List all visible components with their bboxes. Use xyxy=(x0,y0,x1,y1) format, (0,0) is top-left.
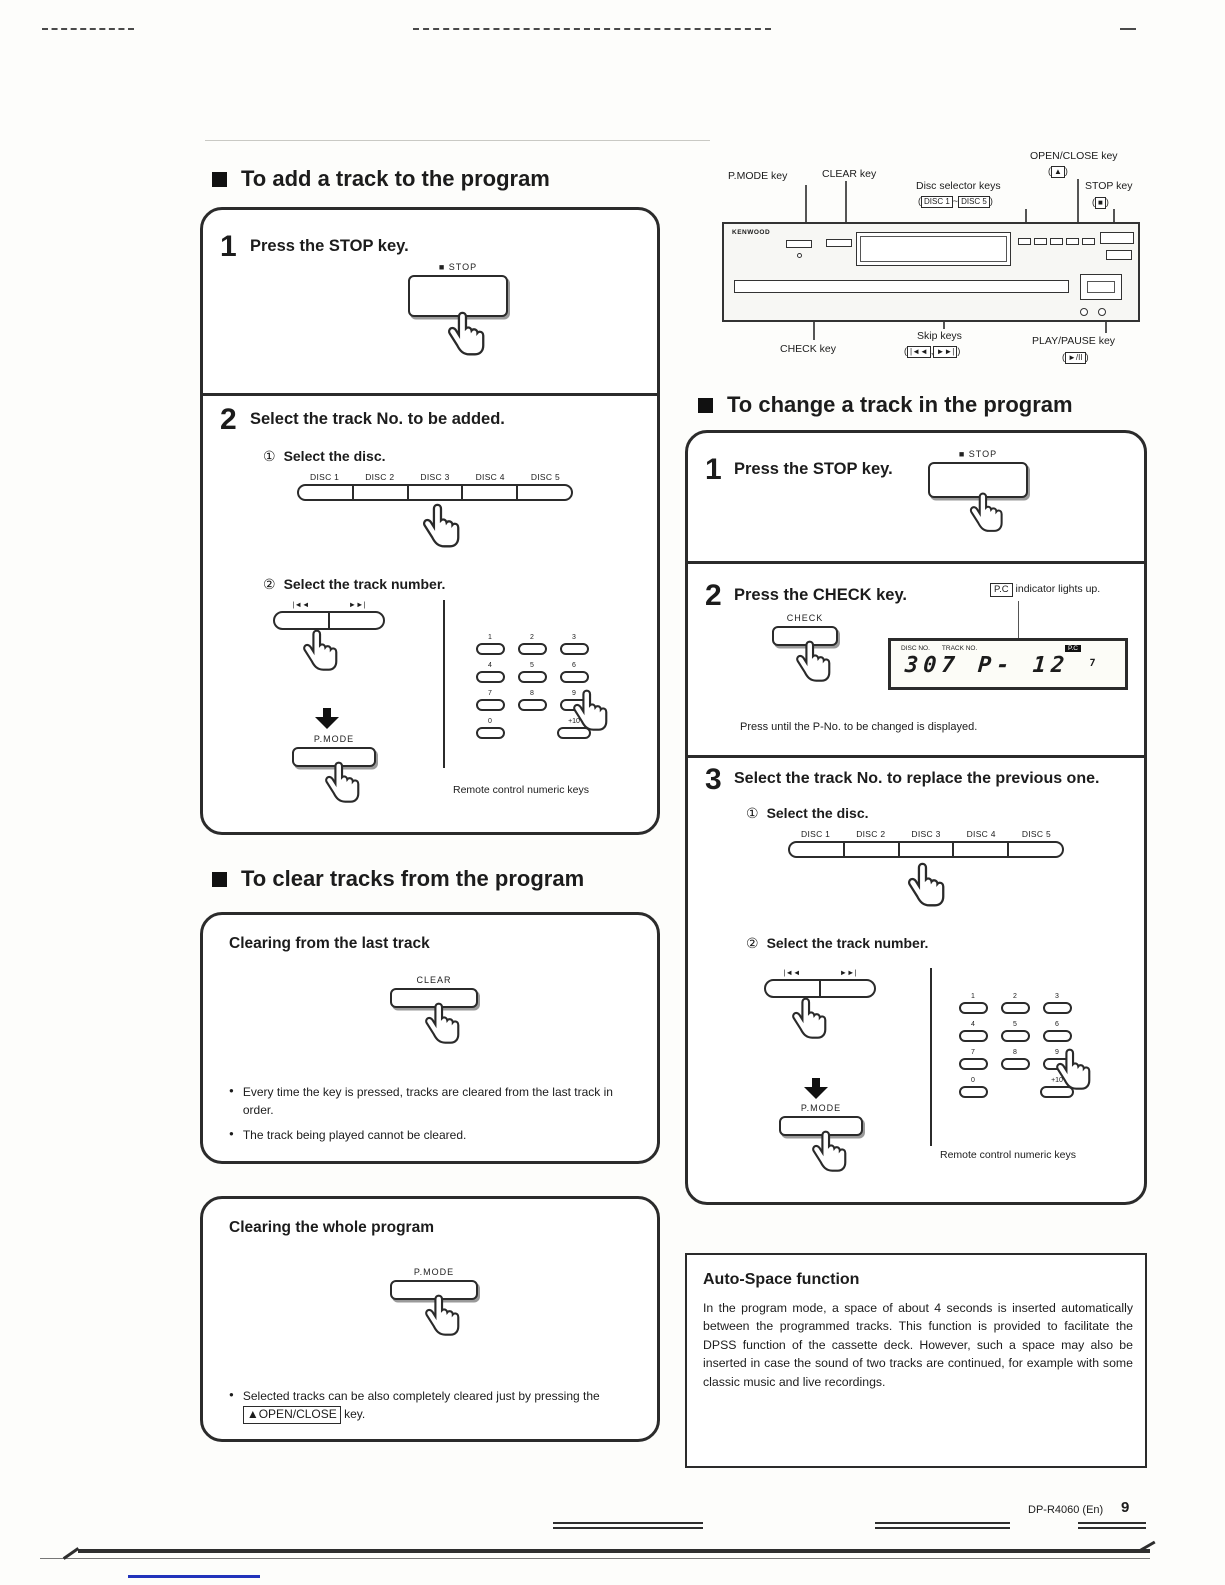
disc-label: DISC 1 xyxy=(310,472,340,482)
disc-label: DISC 4 xyxy=(475,472,505,482)
substep-text: Select the disc. xyxy=(766,805,869,821)
panel-pmode-key xyxy=(786,240,812,248)
stop-key-label: ■ STOP xyxy=(958,449,998,459)
step-number: 3 xyxy=(705,763,722,796)
numeric-keys-caption: Remote control numeric keys xyxy=(453,784,589,796)
skip-back-key xyxy=(766,981,821,996)
bullet-text: Selected tracks can be also completely cleared just by pressing the ▲OPEN/CLOSE key. xyxy=(243,1387,643,1424)
disc-key xyxy=(900,843,955,856)
play-pause-callout: PLAY/PAUSE key xyxy=(1032,335,1116,347)
numeric-key-0: 0 xyxy=(952,1077,994,1098)
display-inner-frame xyxy=(860,236,1007,262)
fold-mark xyxy=(413,28,771,30)
bottom-rule xyxy=(875,1527,1010,1529)
disc-selector-bar xyxy=(297,484,573,501)
auto-space-title: Auto-Space function xyxy=(703,1271,860,1288)
bullet-item xyxy=(229,1083,639,1119)
panel-open-close-key xyxy=(1100,232,1134,244)
numeric-key-3: 3 xyxy=(553,634,595,655)
disc-label: DISC 5 xyxy=(530,472,561,482)
bottom-rule xyxy=(553,1527,703,1529)
auto-space-body: In the program mode, a space of about 4 seconds is inserted automatically between the programmed tracks. This function is provided to facilitate the DPSS function of the cassette deck. However, such a space may also be inserted in case the sound of two tracks are continued, for example with some classic music and live recordings. xyxy=(703,1301,1133,1389)
pointing-hand-icon xyxy=(571,688,611,735)
numeric-key-5: 5 xyxy=(511,662,553,683)
panel-stop-key xyxy=(1106,250,1132,260)
substep-select-track xyxy=(263,576,445,593)
check-key-callout: CHECK key xyxy=(780,343,837,355)
step-number: 1 xyxy=(220,230,237,263)
step-number: 2 xyxy=(705,579,722,612)
disc-label: DISC 2 xyxy=(856,829,886,839)
pointing-hand-icon xyxy=(794,639,834,686)
numeric-key-plus10: +10 xyxy=(553,718,595,739)
panel-indicator-dot xyxy=(797,253,802,258)
pmode-key-label: P.MODE xyxy=(313,734,355,744)
skip-forward-symbol: ►►| xyxy=(348,600,366,609)
numeric-key-9: 9 xyxy=(1036,1049,1078,1070)
substep-text: Select the track number. xyxy=(766,935,929,951)
disc-key xyxy=(1009,843,1062,856)
disc-key xyxy=(409,486,464,499)
pmode-key-illustration xyxy=(778,1103,864,1181)
skip-key-symbols xyxy=(764,968,876,977)
pointing-hand-icon xyxy=(968,491,1006,536)
step-number: 2 xyxy=(220,403,237,436)
numeric-key-1: 1 xyxy=(952,993,994,1014)
section-heading-add xyxy=(212,166,550,192)
numeric-key-3: 3 xyxy=(1036,993,1078,1014)
skip-back-symbol: |◄◄ xyxy=(292,600,310,609)
open-close-keycap: ▲OPEN/CLOSE xyxy=(243,1406,341,1424)
skip-keys-illustration xyxy=(273,600,385,630)
bullet-list xyxy=(229,1387,643,1431)
open-close-callout: OPEN/CLOSE key xyxy=(1030,150,1118,162)
numeric-key-7: 7 xyxy=(469,690,511,711)
panel-knob xyxy=(1080,308,1088,316)
step-divider xyxy=(688,755,1144,758)
bullet-icon: ● xyxy=(229,1390,234,1399)
fold-mark xyxy=(42,28,134,30)
panel-disc-tray xyxy=(734,280,1069,293)
clear-whole-program-box xyxy=(200,1196,660,1442)
skip-back-icon: |◄◄ xyxy=(907,346,931,358)
skip-keys-symbols: ( |◄◄ , ►►| ) xyxy=(904,346,960,358)
numeric-key-0: 0 xyxy=(469,718,511,739)
substep-number: ① xyxy=(746,805,759,821)
skip-forward-symbol: ►►| xyxy=(839,968,857,977)
panel-disc-key xyxy=(1082,238,1095,245)
footer-model: DP-R4060 (En) xyxy=(1028,1504,1104,1516)
section-heading-clear xyxy=(212,866,584,892)
pc-indicator-keycap: P.C xyxy=(990,583,1013,597)
disc-selector-illustration xyxy=(788,829,1064,858)
disc-key xyxy=(299,486,354,499)
pmode-key-label: P.MODE xyxy=(800,1103,842,1113)
step-number: 1 xyxy=(705,453,722,486)
disc-label: DISC 3 xyxy=(420,472,450,482)
skip-back-key xyxy=(275,613,330,628)
section-heading-change xyxy=(698,392,1073,418)
pmode-key-callout: P.MODE key xyxy=(728,170,788,182)
open-close-symbol: ( ▲ ) xyxy=(1048,166,1068,178)
black-square-icon xyxy=(212,172,227,187)
disc-selector-callout: Disc selector keys xyxy=(916,180,1001,192)
numeric-key-2: 2 xyxy=(994,993,1036,1014)
disc-label: DISC 4 xyxy=(966,829,996,839)
disc-label: DISC 2 xyxy=(365,472,395,482)
disc-labels xyxy=(297,472,573,482)
display-disc-no-label: DISC NO. xyxy=(901,645,930,652)
panel-play-pause-key xyxy=(1080,274,1122,300)
numeric-key-8: 8 xyxy=(994,1049,1036,1070)
skip-forward-icon: ►►| xyxy=(933,346,957,358)
pointing-hand-icon xyxy=(1054,1047,1094,1094)
disc-key xyxy=(463,486,518,499)
leader-line xyxy=(943,322,945,329)
pointing-hand-icon xyxy=(423,1293,463,1340)
box-title: Clearing from the last track xyxy=(229,935,430,952)
numeric-key-4: 4 xyxy=(469,662,511,683)
panel-display-window xyxy=(856,232,1011,266)
skip-keys-illustration xyxy=(764,968,876,998)
pointing-hand-icon xyxy=(446,310,488,360)
panel-disc-key xyxy=(1066,238,1079,245)
box-title: Clearing the whole program xyxy=(229,1219,434,1236)
bullet-item xyxy=(229,1387,643,1424)
substep-number: ② xyxy=(746,935,759,951)
clear-key-callout: CLEAR key xyxy=(822,168,877,180)
numeric-keys-caption: Remote control numeric keys xyxy=(940,1149,1076,1161)
disc-labels xyxy=(788,829,1064,839)
scan-rule xyxy=(205,140,710,141)
step-text: Press the CHECK key. xyxy=(734,586,908,604)
pmode-key-illustration xyxy=(389,1267,479,1345)
clear-key-illustration xyxy=(389,975,479,1053)
stop-key-illustration xyxy=(403,262,513,365)
play-pause-icon: ►/II xyxy=(1065,352,1086,364)
check-key-illustration xyxy=(770,613,840,691)
disc-selector-illustration xyxy=(297,472,573,501)
down-arrow-icon xyxy=(804,1078,828,1099)
scan-blue-mark xyxy=(128,1575,260,1578)
leader-line xyxy=(1018,601,1019,639)
disc-key xyxy=(954,843,1009,856)
stop-key-illustration xyxy=(923,449,1033,541)
display-track-no-label: TRACK NO. xyxy=(941,645,978,652)
change-track-box xyxy=(685,430,1147,1205)
bullet-icon: ● xyxy=(229,1086,234,1095)
section-heading-clear-text: To clear tracks from the program xyxy=(241,866,585,891)
stop-key-label: ■ STOP xyxy=(438,262,478,272)
disc1-keycap: DISC 1 xyxy=(921,196,953,208)
bullet-icon: ● xyxy=(229,1129,234,1138)
skip-forward-key xyxy=(821,981,874,996)
clear-key-label: CLEAR xyxy=(416,975,452,985)
step-text: Select the track No. to replace the previous one. xyxy=(734,770,1100,787)
disc-label: DISC 1 xyxy=(801,829,831,839)
display-illustration xyxy=(888,638,1128,690)
disc-label: DISC 5 xyxy=(1021,829,1052,839)
black-square-icon xyxy=(212,872,227,887)
numeric-key-5: 5 xyxy=(994,1021,1036,1042)
down-arrow-icon xyxy=(315,708,339,729)
open-close-icon: ▲ xyxy=(1051,166,1065,178)
stop-key-callout: STOP key xyxy=(1085,180,1133,192)
bullet-item xyxy=(229,1126,639,1144)
add-track-box xyxy=(200,207,660,835)
panel-disc-key xyxy=(1050,238,1063,245)
play-key-inner xyxy=(1087,281,1115,293)
bottom-rule xyxy=(553,1522,703,1524)
page-bottom-rule xyxy=(78,1549,1150,1553)
bullet-text: The track being played cannot be cleared. xyxy=(242,1128,467,1142)
step-text: Select the track No. to be added. xyxy=(250,410,505,428)
play-pause-symbol: ( ►/II ) xyxy=(1062,352,1089,364)
leader-line xyxy=(1105,322,1107,333)
disc-label: DISC 3 xyxy=(911,829,941,839)
leader-line xyxy=(813,322,815,340)
disc-key xyxy=(518,486,571,499)
pc-indicator-note: P.C indicator lights up. xyxy=(990,583,1100,597)
brand-logo: KENWOOD xyxy=(732,229,771,236)
numeric-key-plus10: +10 xyxy=(1036,1077,1078,1098)
footer-page-number: 9 xyxy=(1121,1499,1130,1516)
disc-selector-bar xyxy=(788,841,1064,858)
pointing-hand-icon xyxy=(421,502,463,552)
substep-select-disc xyxy=(263,448,386,465)
auto-space-box xyxy=(685,1253,1147,1468)
numeric-key-4: 4 xyxy=(952,1021,994,1042)
device-diagram xyxy=(715,145,1155,380)
numeric-key-2: 2 xyxy=(511,634,553,655)
stop-symbol: ( ■ ) xyxy=(1092,197,1109,209)
section-heading-change-text: To change a track in the program xyxy=(727,392,1073,417)
skip-keys-callout: Skip keys xyxy=(917,330,962,342)
disc-key xyxy=(845,843,900,856)
step-divider xyxy=(688,561,1144,564)
bottom-rule xyxy=(1078,1527,1146,1529)
panel-disc-key xyxy=(1034,238,1047,245)
panel-knob xyxy=(1098,308,1106,316)
substep-select-disc xyxy=(746,805,869,822)
step-text: Press the STOP key. xyxy=(734,460,893,478)
substep-text: Select the disc. xyxy=(283,448,386,464)
check-key-label: CHECK xyxy=(786,613,824,623)
substep-number: ② xyxy=(263,576,276,592)
pmode-key-label: P.MODE xyxy=(413,1267,455,1277)
bottom-rule xyxy=(875,1522,1010,1524)
disc5-keycap: DISC 5 xyxy=(958,196,990,208)
numeric-key-7: 7 xyxy=(952,1049,994,1070)
pointing-hand-icon xyxy=(810,1129,850,1176)
skip-forward-key xyxy=(330,613,383,628)
numeric-key-1: 1 xyxy=(469,634,511,655)
black-square-icon xyxy=(698,398,713,413)
bullet-text: Every time the key is pressed, tracks are cleared from the last track in order. xyxy=(242,1085,613,1117)
substep-select-track xyxy=(746,935,928,952)
section-heading-add-text: To add a track to the program xyxy=(241,166,550,191)
cd-player-front-panel xyxy=(722,222,1140,322)
numeric-key-6: 6 xyxy=(1036,1021,1078,1042)
pointing-hand-icon xyxy=(423,1001,463,1048)
step-divider xyxy=(203,393,657,396)
disc-key xyxy=(790,843,845,856)
panel-disc-key xyxy=(1018,238,1031,245)
page-bottom-rule xyxy=(40,1558,1150,1559)
display-readout: 307 P- 12 $^7$ xyxy=(904,653,1096,678)
step-text: Press the STOP key. xyxy=(250,237,409,255)
bottom-rule xyxy=(1078,1522,1146,1524)
substep-number: ① xyxy=(263,448,276,464)
numeric-key-9: 9 xyxy=(553,690,595,711)
clear-last-track-box xyxy=(200,912,660,1164)
pointing-hand-icon xyxy=(906,861,948,911)
numeric-key-8: 8 xyxy=(511,690,553,711)
disc-selector-range: ( DISC 1 ~ DISC 5 ) xyxy=(918,196,993,208)
skip-key-symbols xyxy=(273,600,385,609)
display-pc-indicator: P.C xyxy=(1065,645,1081,652)
substep-text: Select the track number. xyxy=(283,576,446,592)
fold-mark xyxy=(1120,28,1136,30)
pointing-hand-icon xyxy=(790,996,830,1043)
stop-icon: ■ xyxy=(1095,197,1106,209)
pmode-key-illustration xyxy=(291,734,377,812)
panel-clear-key xyxy=(826,239,852,247)
press-until-note: Press until the P-No. to be changed is displayed. xyxy=(740,721,978,733)
column-divider xyxy=(930,968,932,1146)
pointing-hand-icon xyxy=(323,760,363,807)
disc-key xyxy=(354,486,409,499)
column-divider xyxy=(443,600,445,768)
skip-back-symbol: |◄◄ xyxy=(783,968,801,977)
numeric-key-6: 6 xyxy=(553,662,595,683)
pointing-hand-icon xyxy=(301,628,341,675)
bullet-list xyxy=(229,1083,639,1151)
display-top-row xyxy=(891,641,1125,652)
